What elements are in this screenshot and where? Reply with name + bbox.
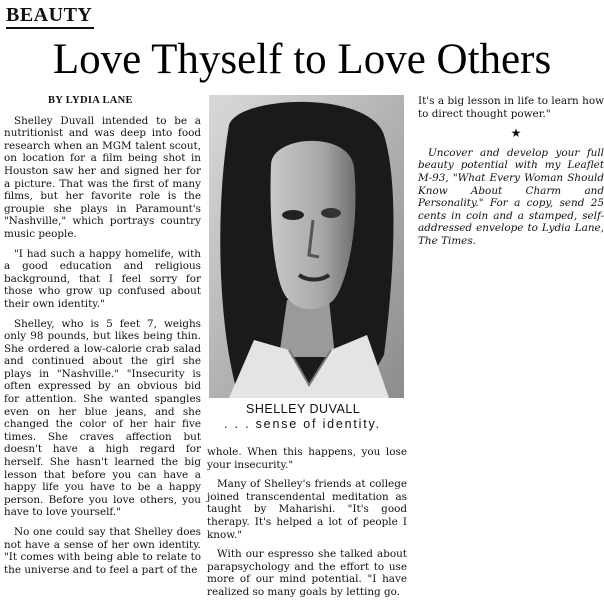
paragraph: With our espresso she talked about parapsychology and the effort to use more of our mind potential. "I have realized so many goals by letting go. bbox=[207, 548, 407, 598]
paragraph: Shelley, who is 5 feet 7, weighs only 98 pounds, but likes being thin. She ordered a low-calorie crab salad and continued about the girl she plays in "Nashville." "Insecurity is often expressed by an obvious bid for attention. She wanted spangles even on her blue jeans, and she changed the color of her hair five times. She craves affection but doesn't have a high regard for herself. She hasn't learned the big lesson that before you can have a happy life you have to be a happy person. Before you love others, you have to love yourself." bbox=[4, 317, 201, 519]
article-column-3 bbox=[418, 95, 604, 255]
paragraph: No one could say that Shelley does not have a sense of her own identity. "It comes with being able to relate to the universe and to feel a part of the bbox=[4, 526, 201, 576]
byline: BY LYDIA LANE bbox=[48, 95, 133, 106]
paragraph: It's a big lesson in life to learn how to direct thought power." bbox=[418, 95, 604, 120]
leaflet-offer: Uncover and develop your full beauty potential with my Leaflet M-93, "What Every Woman Should Know About Charm and Personality." For a copy, send 25 cents in coin and a stamped, self-addressed envelope to Lydia Lane, The Times. bbox=[418, 146, 604, 247]
portrait-photo bbox=[209, 95, 404, 398]
portrait-illustration bbox=[209, 95, 404, 398]
paragraph: whole. When this happens, you lose your insecurity." bbox=[207, 446, 407, 471]
article-column-1 bbox=[4, 95, 201, 583]
caption-subtitle: . . . sense of identity. bbox=[224, 417, 381, 431]
photo-caption bbox=[209, 402, 404, 431]
headline: Love Thyself to Love Others bbox=[52, 36, 552, 83]
section-label: BEAUTY bbox=[6, 4, 94, 29]
article-column-2 bbox=[207, 446, 407, 606]
star-icon: ★ bbox=[510, 126, 522, 141]
paragraph: "I had such a happy homelife, with a good education and religious background, that I feel sorry for those who grow up confused about their own identity." bbox=[4, 247, 201, 310]
caption-name: SHELLEY DUVALL bbox=[246, 402, 361, 416]
paragraph: Many of Shelley's friends at college joined transcendental meditation as taught by Maharishi. "It's good therapy. It's helped a lot of people I know." bbox=[207, 478, 407, 541]
paragraph: Shelley Duvall intended to be a nutritionist and was deep into food research when an MGM talent scout, on location for a film being shot in Houston saw her and signed her for a picture. That was the first of many films, but her favorite role is the groupie she plays in Paramount's "Nashville," which portrays country music people. bbox=[4, 114, 201, 240]
